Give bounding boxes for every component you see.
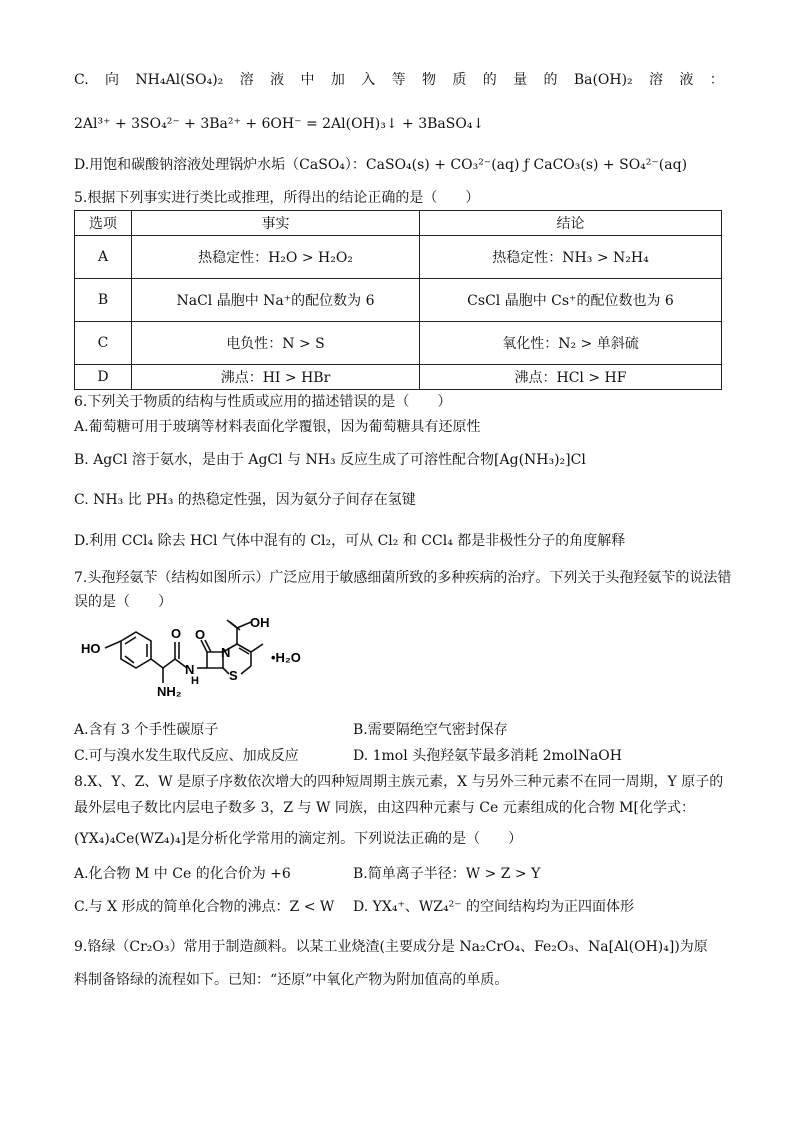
header-fact: 事实	[132, 211, 420, 236]
q4-option-d: D.用饱和碳酸钠溶液处理锅炉水垢（CaSO₄）：CaSO₄(s) + CO₃²⁻(aq) ƒ CaCO₃(s) + SO₄²⁻(aq)	[74, 157, 688, 173]
q7-option-d: D. 1mol 头孢羟氨苄最多消耗 2molNaOH	[353, 748, 622, 764]
q5-stem: 5.根据下列事实进行类比或推理，所得出的结论正确的是（ ）	[74, 190, 480, 206]
q6-option-b: B. AgCl 溶于氨水，是由于 AgCl 与 NH₃ 反应生成了可溶性配合物[Ag(NH₃)₂]Cl	[74, 452, 586, 468]
label-oh-carboxyl: OH	[250, 615, 270, 630]
label-nh2: NH₂	[157, 684, 182, 699]
label-h-amide: H	[191, 675, 199, 687]
q7-stem-line2: 误的是（ ）	[74, 594, 172, 610]
label-ho: HO	[81, 641, 101, 656]
q7-option-b: B.需要隔绝空气密封保存	[353, 722, 508, 738]
q6-option-a: A.葡萄糖可用于玻璃等材料表面化学覆银，因为葡萄糖具有还原性	[74, 419, 481, 435]
row-conclusion: CsCl 晶胞中 Cs⁺的配位数也为 6	[420, 279, 722, 322]
q8-stem-line2: 最外层电子数比内层电子数多 3，Z 与 W 同族，由这四种元素与 Ce 元素组成的化合物 M[化学式：	[74, 800, 695, 816]
cefadroxil-structure	[75, 608, 305, 713]
row-option: B	[75, 279, 132, 322]
q5-table	[74, 210, 722, 390]
q7-option-a: A.含有 3 个手性碳原子	[74, 722, 219, 738]
row-fact: 电负性：N > S	[132, 322, 420, 365]
q7-stem-line1: 7.头孢羟氨苄（结构如图所示）广泛应用于敏感细菌所致的多种疾病的治疗。下列关于头孢羟氨苄的说法错	[74, 570, 732, 586]
label-o-lactam: O	[195, 627, 206, 642]
q8-stem-line3: (YX₄)₄Ce(WZ₄)₄]是分析化学常用的滴定剂。下列说法正确的是（ ）	[74, 831, 523, 847]
q8-option-c: C.与 X 形成的简单化合物的沸点：Z < W	[74, 899, 335, 915]
table-header-row	[75, 211, 722, 236]
header-option: 选项	[75, 211, 132, 236]
q8-stem-line1: 8.X、Y、Z、W 是原子序数依次增大的四种短周期主族元素，X 与另外三种元素不在同一周期，Y 原子的	[74, 774, 724, 790]
q7-option-c: C.可与溴水发生取代反应、加成反应	[74, 748, 299, 764]
q4-option-c-equation: 2Al³⁺ + 3SO₄²⁻ + 3Ba²⁺ + 6OH⁻ = 2Al(OH)₃↓ + 3BaSO₄↓	[74, 116, 485, 132]
q9-stem-line2: 料制备铬绿的流程如下。已知：“还原”中氧化产物为附加值高的单质。	[74, 972, 509, 988]
row-option: A	[75, 236, 132, 279]
table-row	[75, 236, 722, 279]
table-row	[75, 322, 722, 365]
row-conclusion: 沸点：HCl > HF	[420, 365, 722, 390]
row-option: C	[75, 322, 132, 365]
q4-option-c-line1: C. 向 NH₄Al(SO₄)₂ 溶 液 中 加 入 等 物 质 的 量 的 Ba(OH)₂ 溶 液 ：	[74, 72, 724, 88]
label-hydrate: •H₂O	[271, 650, 301, 665]
row-conclusion: 氧化性：N₂ > 单斜硫	[420, 322, 722, 365]
label-n-amide: N	[185, 662, 195, 677]
row-fact: 沸点：HI > HBr	[132, 365, 420, 390]
table-row	[75, 365, 722, 390]
q8-option-b: B.简单离子半径：W > Z > Y	[353, 866, 541, 882]
q6-option-c: C. NH₃ 比 PH₃ 的热稳定性强，因为氨分子间存在氢键	[74, 492, 416, 508]
row-fact: NaCl 晶胞中 Na⁺的配位数为 6	[132, 279, 420, 322]
q6-stem: 6.下列关于物质的结构与性质或应用的描述错误的是（ ）	[74, 394, 452, 410]
q9-stem-line1: 9.铬绿（Cr₂O₃）常用于制造颜料。以某工业烧渣(主要成分是 Na₂CrO₄、Fe₂O₃、Na[Al(OH)₄])为原	[74, 939, 708, 955]
table-row	[75, 279, 722, 322]
row-fact: 热稳定性：H₂O > H₂O₂	[132, 236, 420, 279]
label-n-ring: N	[221, 645, 231, 660]
header-conclusion: 结论	[420, 211, 722, 236]
label-s: S	[229, 668, 238, 683]
q6-option-d: D.利用 CCl₄ 除去 HCl 气体中混有的 Cl₂，可从 Cl₂ 和 CCl₄ 都是非极性分子的角度解释	[74, 533, 626, 549]
q8-option-a: A.化合物 M 中 Ce 的化合价为 +6	[74, 866, 291, 882]
row-option: D	[75, 365, 132, 390]
q8-option-d: D. YX₄⁺、WZ₄²⁻ 的空间结构均为正四面体形	[353, 899, 635, 915]
label-o-amide: O	[171, 626, 182, 641]
row-conclusion: 热稳定性：NH₃ > N₂H₄	[420, 236, 722, 279]
